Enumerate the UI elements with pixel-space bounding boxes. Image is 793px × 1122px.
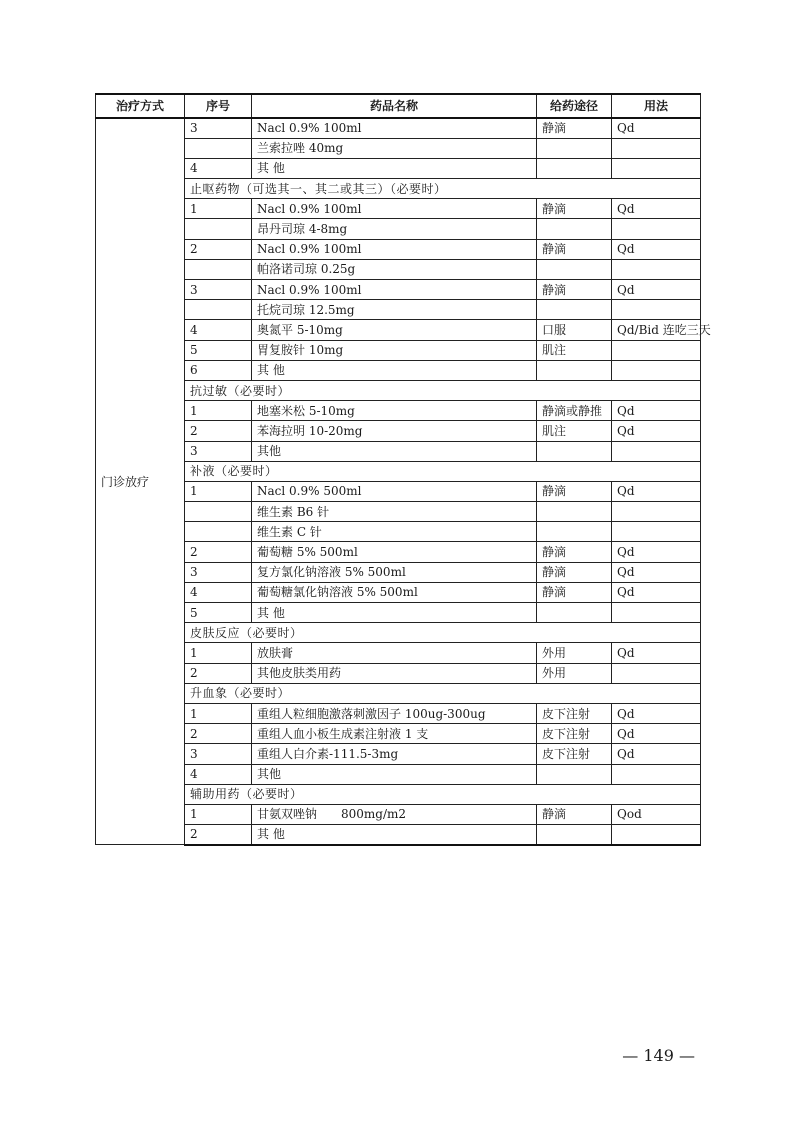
cell-usage <box>612 502 701 522</box>
cell-usage <box>612 259 701 279</box>
cell-route: 肌注 <box>537 340 612 360</box>
table-row <box>96 320 701 340</box>
cell-drug-name: 其 他 <box>252 158 537 178</box>
section-row <box>96 623 701 643</box>
cell-route <box>537 522 612 542</box>
table-row <box>96 340 701 360</box>
cell-number: 2 <box>185 663 252 683</box>
cell-route <box>537 300 612 320</box>
cell-drug-name: 重组人白介素-111.5-3mg <box>252 744 537 764</box>
cell-number: 1 <box>185 643 252 663</box>
cell-drug-name: 其他皮肤类用药 <box>252 663 537 683</box>
cell-number: 3 <box>185 562 252 582</box>
cell-number <box>185 138 252 158</box>
cell-number: 1 <box>185 703 252 723</box>
table-row <box>96 724 701 744</box>
cell-number: 2 <box>185 724 252 744</box>
cell-number <box>185 219 252 239</box>
table-row <box>96 603 701 623</box>
cell-number: 4 <box>185 158 252 178</box>
cell-number: 1 <box>185 199 252 219</box>
cell-number <box>185 502 252 522</box>
cell-route <box>537 764 612 784</box>
cell-number: 4 <box>185 320 252 340</box>
cell-drug-name: 其 他 <box>252 603 537 623</box>
table-row <box>96 259 701 279</box>
section-row <box>96 683 701 703</box>
cell-route <box>537 360 612 380</box>
cell-route: 静滴 <box>537 562 612 582</box>
cell-drug-name: 其 他 <box>252 825 537 845</box>
cell-drug-name: 重组人粒细胞激落刺激因子 100ug-300ug <box>252 703 537 723</box>
cell-route: 静滴或静推 <box>537 401 612 421</box>
cell-drug-name: 复方氯化钠溶液 5% 500ml <box>252 562 537 582</box>
table-row <box>96 744 701 764</box>
table-row <box>96 421 701 441</box>
header-usage: 用法 <box>612 94 701 118</box>
cell-number: 6 <box>185 360 252 380</box>
table-row <box>96 522 701 542</box>
cell-drug-name: 维生素 C 针 <box>252 522 537 542</box>
cell-usage <box>612 441 701 461</box>
cell-number: 3 <box>185 441 252 461</box>
header-no: 序号 <box>185 94 252 118</box>
cell-route: 静滴 <box>537 199 612 219</box>
header-drug: 药品名称 <box>252 94 537 118</box>
cell-drug-name: 重组人血小板生成素注射液 1 支 <box>252 724 537 744</box>
table-row <box>96 138 701 158</box>
cell-number: 4 <box>185 582 252 602</box>
cell-number <box>185 522 252 542</box>
cell-usage: Qd <box>612 724 701 744</box>
cell-drug-name: Nacl 0.9% 500ml <box>252 481 537 501</box>
header-route: 给药途径 <box>537 94 612 118</box>
cell-drug-name: 苯海拉明 10-20mg <box>252 421 537 441</box>
cell-drug-name: Nacl 0.9% 100ml <box>252 118 537 138</box>
cell-drug-name: 兰索拉唑 40mg <box>252 138 537 158</box>
cell-usage: Qd/Bid 连吃三天 <box>612 320 701 340</box>
cell-route: 静滴 <box>537 481 612 501</box>
cell-route: 静滴 <box>537 118 612 138</box>
cell-drug-name: 胃复胺针 10mg <box>252 340 537 360</box>
cell-usage: Qd <box>612 421 701 441</box>
cell-usage: Qd <box>612 199 701 219</box>
cell-number: 4 <box>185 764 252 784</box>
cell-route <box>537 158 612 178</box>
cell-usage: Qd <box>612 542 701 562</box>
cell-usage: Qd <box>612 643 701 663</box>
section-heading: 补液（必要时） <box>185 461 701 481</box>
cell-route: 口服 <box>537 320 612 340</box>
table-row <box>96 502 701 522</box>
cell-route: 外用 <box>537 643 612 663</box>
page-number: — 149 — <box>622 1046 695 1065</box>
section-heading: 皮肤反应（必要时） <box>185 623 701 643</box>
cell-route <box>537 259 612 279</box>
medication-table <box>95 93 711 846</box>
cell-number <box>185 259 252 279</box>
table-row <box>96 643 701 663</box>
cell-number: 2 <box>185 825 252 845</box>
cell-drug-name: 地塞米松 5-10mg <box>252 401 537 421</box>
section-heading: 升血象（必要时） <box>185 683 701 703</box>
table-row <box>96 764 701 784</box>
cell-drug-name: 昂丹司琼 4-8mg <box>252 219 537 239</box>
cell-drug-name: 奥氮平 5-10mg <box>252 320 537 340</box>
cell-number <box>185 300 252 320</box>
cell-route <box>537 441 612 461</box>
cell-route: 静滴 <box>537 804 612 824</box>
cell-route: 静滴 <box>537 582 612 602</box>
table-row <box>96 804 701 824</box>
cell-route <box>537 138 612 158</box>
cell-number: 1 <box>185 804 252 824</box>
cell-drug-name: 维生素 B6 针 <box>252 502 537 522</box>
section-heading: 止呕药物（可选其一、其二或其三）（必要时） <box>185 179 701 199</box>
table-row <box>96 360 701 380</box>
section-row <box>96 380 701 400</box>
cell-route: 皮下注射 <box>537 744 612 764</box>
cell-route: 皮下注射 <box>537 724 612 744</box>
treatment-method-cell: 门诊放疗 <box>96 118 185 845</box>
cell-route: 肌注 <box>537 421 612 441</box>
cell-route <box>537 502 612 522</box>
cell-usage: Qd <box>612 118 701 138</box>
cell-drug-name: 其他 <box>252 441 537 461</box>
cell-drug-name: Nacl 0.9% 100ml <box>252 199 537 219</box>
table-row <box>96 118 701 138</box>
table-row <box>96 199 701 219</box>
table-header-row <box>96 94 701 118</box>
cell-usage: Qd <box>612 401 701 421</box>
header-method: 治疗方式 <box>96 94 185 118</box>
table-row <box>96 219 701 239</box>
cell-number: 5 <box>185 340 252 360</box>
table-row <box>96 825 701 845</box>
cell-route: 静滴 <box>537 239 612 259</box>
cell-number: 3 <box>185 280 252 300</box>
cell-usage <box>612 825 701 845</box>
cell-number: 5 <box>185 603 252 623</box>
cell-usage: Qd <box>612 562 701 582</box>
table-row <box>96 158 701 178</box>
cell-drug-name: 其他 <box>252 764 537 784</box>
section-heading: 辅助用药（必要时） <box>185 784 701 804</box>
cell-number: 2 <box>185 542 252 562</box>
section-row <box>96 461 701 481</box>
cell-usage <box>612 340 701 360</box>
cell-usage: Qod <box>612 804 701 824</box>
cell-usage: Qd <box>612 744 701 764</box>
cell-usage <box>612 764 701 784</box>
table-row <box>96 542 701 562</box>
section-heading: 抗过敏（必要时） <box>185 380 701 400</box>
cell-drug-name: 托烷司琼 12.5mg <box>252 300 537 320</box>
cell-route: 静滴 <box>537 280 612 300</box>
table-row <box>96 401 701 421</box>
cell-usage <box>612 663 701 683</box>
table-row <box>96 562 701 582</box>
table-row <box>96 300 701 320</box>
cell-route: 外用 <box>537 663 612 683</box>
cell-usage <box>612 360 701 380</box>
cell-usage <box>612 522 701 542</box>
cell-usage: Qd <box>612 481 701 501</box>
cell-usage: Qd <box>612 239 701 259</box>
cell-drug-name: Nacl 0.9% 100ml <box>252 280 537 300</box>
table-row <box>96 441 701 461</box>
cell-usage <box>612 300 701 320</box>
cell-route <box>537 603 612 623</box>
cell-drug-name: 其 他 <box>252 360 537 380</box>
table-body <box>96 118 711 845</box>
section-row <box>96 179 701 199</box>
cell-route <box>537 825 612 845</box>
cell-number: 2 <box>185 239 252 259</box>
cell-number: 3 <box>185 744 252 764</box>
cell-route: 静滴 <box>537 542 612 562</box>
table-row <box>96 239 701 259</box>
cell-usage <box>612 603 701 623</box>
cell-number: 2 <box>185 421 252 441</box>
cell-number: 1 <box>185 401 252 421</box>
cell-number: 1 <box>185 481 252 501</box>
cell-route: 皮下注射 <box>537 703 612 723</box>
cell-usage <box>612 219 701 239</box>
cell-route <box>537 219 612 239</box>
table-row <box>96 663 701 683</box>
cell-usage: Qd <box>612 703 701 723</box>
cell-drug-name: 放肤膏 <box>252 643 537 663</box>
cell-number: 3 <box>185 118 252 138</box>
cell-usage: Qd <box>612 280 701 300</box>
cell-drug-name: Nacl 0.9% 100ml <box>252 239 537 259</box>
table-row <box>96 703 701 723</box>
cell-drug-name: 葡萄糖 5% 500ml <box>252 542 537 562</box>
cell-drug-name: 葡萄糖氯化钠溶液 5% 500ml <box>252 582 537 602</box>
cell-drug-name: 帕洛诺司琼 0.25g <box>252 259 537 279</box>
cell-usage <box>612 138 701 158</box>
table-row <box>96 280 701 300</box>
cell-drug-name: 甘氨双唑钠 800mg/m2 <box>252 804 537 824</box>
section-row <box>96 784 701 804</box>
cell-usage: Qd <box>612 582 701 602</box>
table-row <box>96 481 701 501</box>
cell-usage <box>612 158 701 178</box>
table-row <box>96 582 701 602</box>
